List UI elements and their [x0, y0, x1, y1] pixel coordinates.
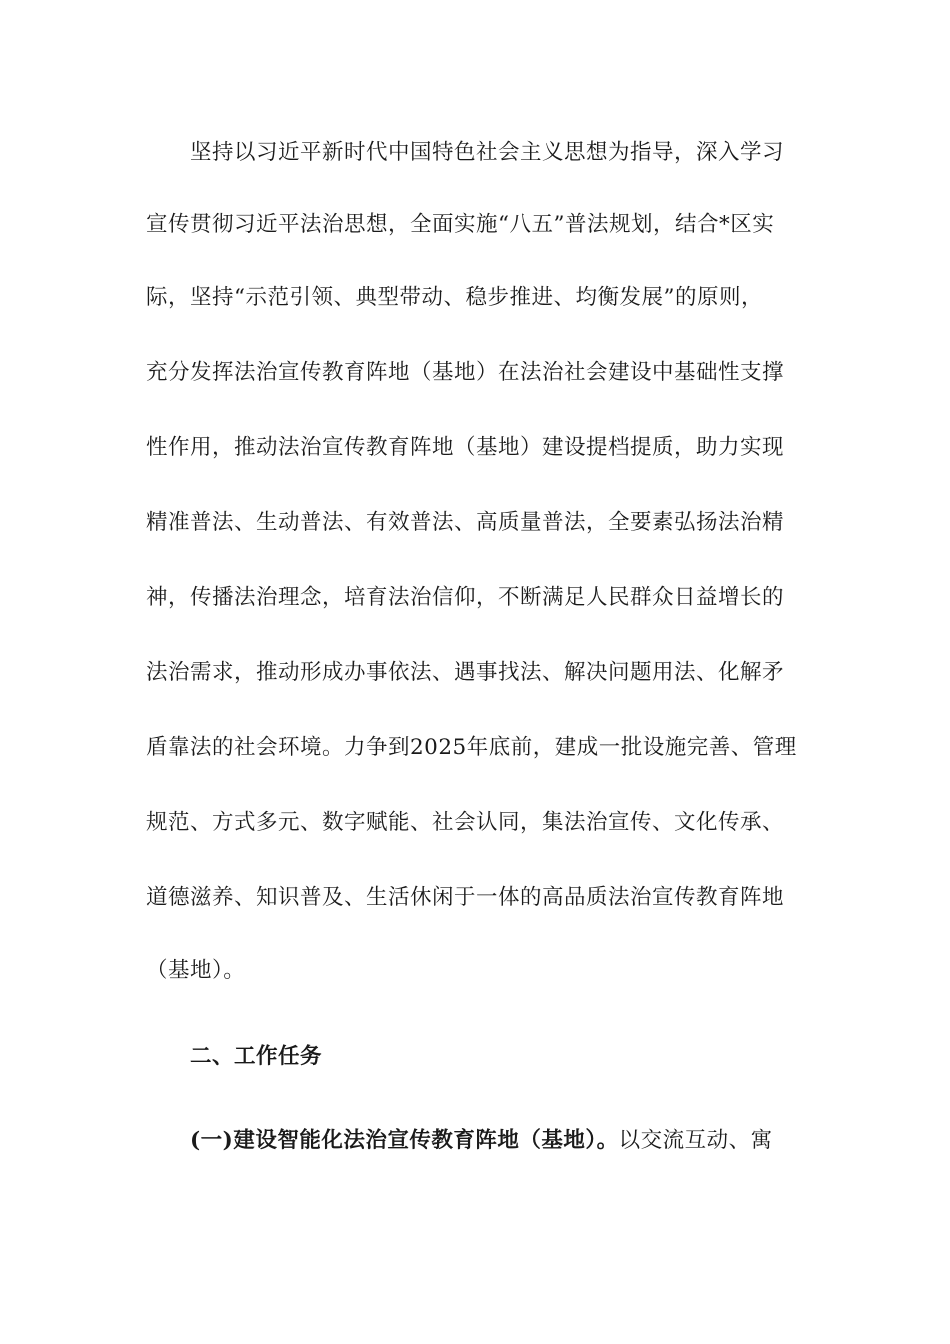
paragraph-line: 际，坚持“示范引领、典型带动、稳步推进、均衡发展”的原则，	[146, 285, 763, 310]
paragraph-line: 规范、方式多元、数字赋能、社会认同，集法治宣传、文化传承、	[146, 810, 785, 835]
subsection-line	[190, 1126, 850, 1156]
paragraph-line: 充分发挥法治宣传教育阵地（基地）在法治社会建设中基础性支撑	[146, 360, 785, 385]
paragraph-line: （基地）。	[146, 958, 246, 983]
paragraph-line: 道德滋养、知识普及、生活休闲于一体的高品质法治宣传教育阵地	[146, 885, 785, 910]
paragraph-line: 法治需求，推动形成办事依法、遇事找法、解决问题用法、化解矛	[146, 660, 785, 685]
paragraph-line: 性作用，推动法治宣传教育阵地（基地）建设提档提质，助力实现	[146, 435, 785, 460]
subsection-title: (一)建设智能化法治宣传教育阵地（基地）。	[190, 1128, 619, 1153]
subsection-text: 以交流互动、寓	[618, 1128, 773, 1153]
paragraph-line: 盾靠法的社会环境。力争到2025年底前，建成一批设施完善、管理	[146, 735, 797, 760]
paragraph-line: 宣传贯彻习近平法治思想，全面实施“八五”普法规划，结合*区实	[146, 212, 775, 237]
paragraph-line: 神，传播法治理念，培育法治信仰，不断满足人民群众日益增长的	[146, 585, 785, 610]
paragraph-line: 精准普法、生动普法、有效普法、高质量普法，全要素弘扬法治精	[146, 510, 785, 535]
section-heading: 二、工作任务	[190, 1044, 323, 1069]
paragraph-line: 坚持以习近平新时代中国特色社会主义思想为指导，深入学习	[190, 140, 785, 165]
